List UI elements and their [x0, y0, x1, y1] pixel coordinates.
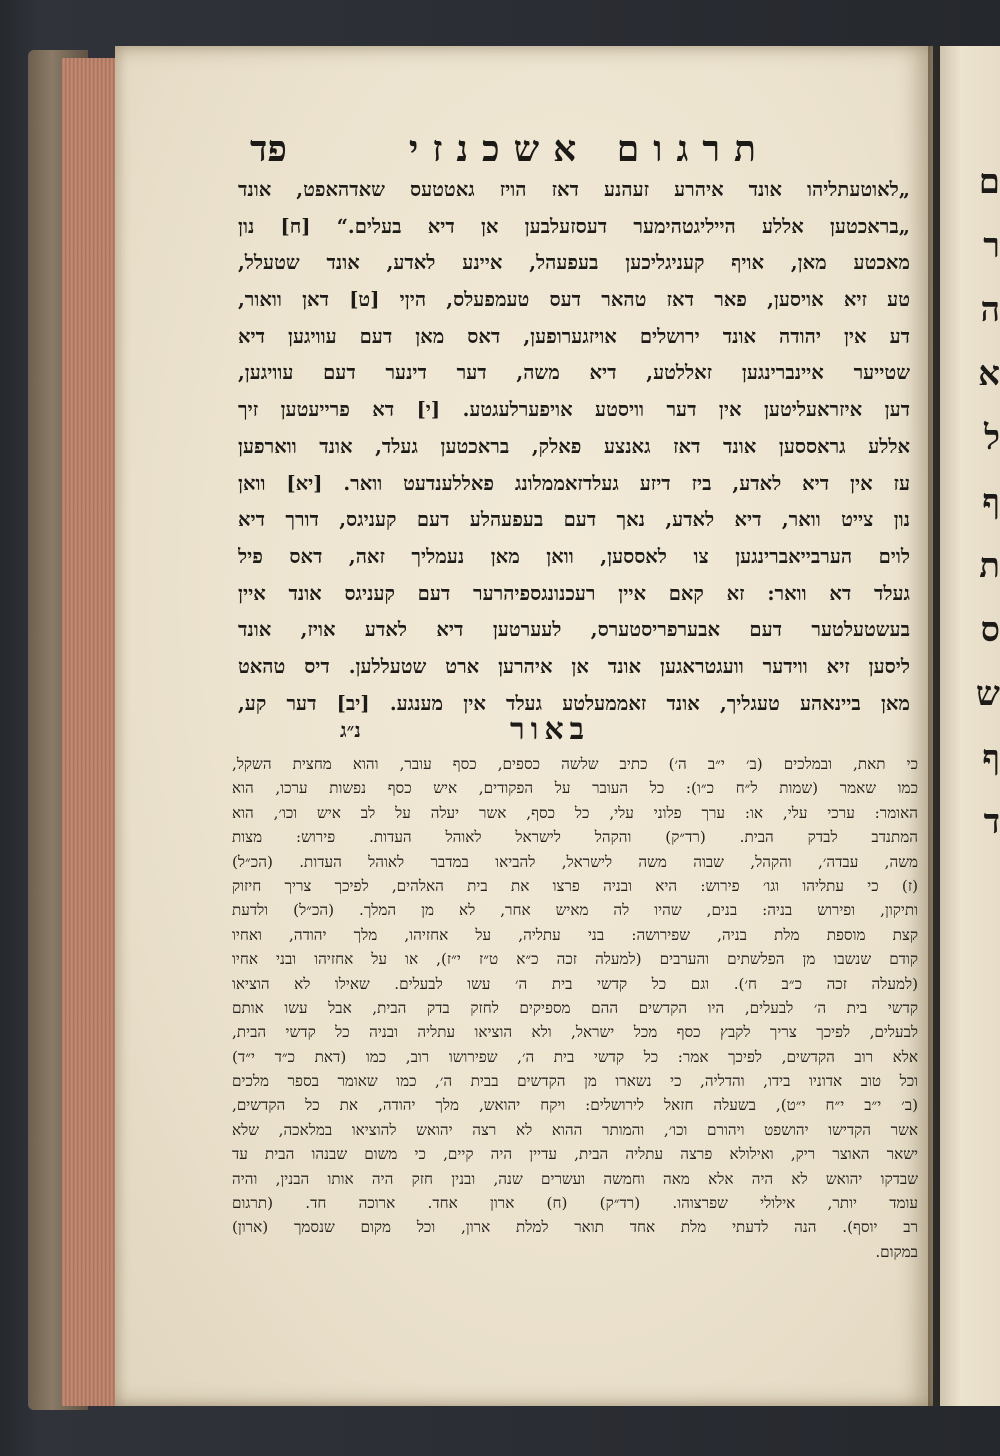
- facing-page-glyph: ס: [980, 610, 1000, 650]
- main-text-block: [238, 172, 910, 722]
- main-text-line: שטייער איינברינגען זאללטע, דיא משה, דער דינער דעם עוויגען,: [238, 361, 910, 385]
- commentary-line: (למעלה זכה כ״ב ח׳). וגם כל קדשי בית ה׳ עשו לבעלים. שאילו לא הוציאו: [232, 974, 918, 993]
- commentary-line: האומר: ערכי עלי, או: ערך פלוני עלי, כל כסף, אשר יעלה על לב איש וכו׳, הוא: [232, 803, 918, 822]
- commentary-title: באור: [510, 712, 591, 747]
- main-text-line: עז אין דיא לאדע, ביז דיזע געלדזאממלונג פאללענדעט וואר. [יא] וואן: [238, 471, 910, 495]
- commentary-line: שבדקו יהואש לא היה אלא מאה וחמשה ועשרים שנה, ובנין חזק היה אותו הבנין, והיה: [232, 1169, 918, 1188]
- main-text-line: דע אין יהודה אונד ירושלים אויזגערופען, דאס מאן דעם עוויגען דיא: [238, 324, 910, 348]
- commentary-line: קצת מוספת מלת בניה, שפירושה: בני עתליה, על אחזיהו, מלך יהודה, ואחיו: [232, 925, 918, 944]
- commentary-block: [232, 752, 918, 1264]
- facing-page-glyph: ש: [975, 674, 1000, 714]
- commentary-line: רב יוסף). הנה לדעתי מלת אחד תואר למלת ארון, וכל מקום שנסמך (ארון): [232, 1218, 918, 1237]
- facing-page-glyph: ה: [980, 290, 1000, 330]
- main-text-line: אללע גראססען אונד דאז גאנצע פאלק, בראכטען געלד, אונד ווארפען: [238, 434, 910, 458]
- commentary-line: קודם שנשבו מן הפלשתים והערבים (למעלה זכה כ״א ט״ז י״ז), או על אחזיהו ובני אחיו: [232, 950, 918, 969]
- facing-page-glyph: ר: [983, 226, 1000, 266]
- commentary-line: כי תאת, ובמלכים (ב׳ י״ב ה׳) כתיב שלשה כספים, כסף עובר, והוא מחצית השקל,: [232, 755, 918, 773]
- commentary-line: אשר הקדישו יהושפט ויהורם וכו׳, והמותר ההוא לא רצה יהואש להוציאו במלאכה, שלא: [232, 1120, 918, 1139]
- commentary-line: קדשי בית ה׳ לבעלים, היו הקדשים ההם מספיקים לחזק בדק הבית, אבל עשו אותם: [232, 998, 918, 1017]
- commentary-line: ישאר האוצר ריק, ואילולא פרצה עתליה הבית, עדיין היה קיים, כי משום שבנהו הבית עד: [232, 1145, 918, 1164]
- page-number: פד: [250, 128, 287, 170]
- facing-page-glyph: א: [978, 354, 1000, 394]
- signature-mark: נ״ג: [340, 718, 361, 742]
- main-text-line: „לאוטעתליהו אונד איהרע זעהנע דאז הויז גאטטעס שאדהאפט, אונד: [238, 178, 910, 201]
- commentary-line: (ב׳ י״ב י״ח י״ט), בשעלה חזאל לירושלים: ויקח יהואש, מלך יהודה, את כל הקדשים,: [232, 1096, 918, 1115]
- facing-page-glyph: ף: [982, 482, 1000, 522]
- commentary-line: ותיקון, ופירוש בניה: בנים, שהיו לה מאיש אחר, לא מן המלך. (הכ״ל) ולדעת: [232, 901, 918, 920]
- commentary-line: וכל טוב אדוניו בידו, והדליה, כי נשארו מן הקדשים בבית ה׳, כמו שאומר בספר מלכים: [232, 1072, 918, 1091]
- running-title: תרגום אשכנזי: [408, 128, 770, 170]
- main-text-line: לוים הערבייאברינגען צו לאססען, וואן מאן נעמליך זאה, דאס פיל: [238, 544, 910, 568]
- running-head: [250, 128, 770, 178]
- main-text-line: „בראכטען אללע הייליגטהימער דעסזעלבען אן דיא בעלים.“ [ח] נון: [238, 214, 910, 238]
- page-edges: [62, 58, 122, 1406]
- commentary-line: אלא רוב הקדשים, לפיכך אמר: כל קדשי בית ה׳, שפירושו רוב, כמו (דאת כ״ד י״ד): [232, 1047, 918, 1066]
- facing-page-glyph: ם: [978, 162, 1000, 202]
- main-text-line: מאכטע מאן, אויף קעניגליכען בעפעהל, איינע לאדע, אונד שטעלל,: [238, 251, 910, 275]
- facing-page-text: [955, 150, 1000, 854]
- facing-page-glyph: ת: [979, 546, 1000, 586]
- commentary-line: כמו שאמר (שמות ל״ח כ״ו): כל העובר על הפקודים, איש כסף נפשות ערכו, הוא: [232, 779, 918, 798]
- main-text-line: בעשטעלטער דעם אבערפריסטערס, לעערטען דיא לאדע אויז, אונד: [238, 618, 910, 642]
- main-text-line: ליסען זיא ווידער וועגטראגען אונד אן איהרען ארט שטעללען. דיס טהאט: [238, 654, 910, 678]
- main-text-line: געלד דא וואר: זא קאם איין רעכנונגספיהרער דעם קעניגס אונד איין: [238, 581, 910, 605]
- commentary-line: (ז) כי עתליהו וגו׳ פירוש: היא ובניה פרצו את בית האלהים, לפיכך צריך חיזוק: [232, 876, 918, 895]
- commentary-line: עומד יותר, אילולי שפרצוהו. (רד״ק) (ח) ארון אחד. ארוכה חד. (תרגום: [232, 1194, 918, 1213]
- main-text-line: נון צייט וואר, דיא לאדע, נאך דעם בעפעהלע דעם קעניגס, דורך דיא: [238, 508, 910, 532]
- facing-page-glyph: ף: [982, 738, 1000, 778]
- facing-page-glyph: ל: [984, 418, 1000, 458]
- commentary-line: המתנדב לבדק הבית. (רד״ק) והקהל לישראל לאוהל העדות. פירוש: מצות: [232, 828, 918, 847]
- main-text-line: מאן ביינאהע טעגליך, אונד זאממעלטע געלד אין מענגע. [יב] דער קע,: [238, 691, 910, 715]
- main-text-line: דען איזראעליטען אין דער וויסטע אויפערלעגטע. [י] דא פרייעטען זיך: [238, 398, 910, 422]
- facing-page-glyph: ד: [983, 802, 1000, 842]
- commentary-line: משה, עבדה׳, והקהל, שבוה משה לישראל, להביאו במדבר לאוהל העדות. (הכ״ל): [232, 852, 918, 871]
- commentary-line: לבעלים, לפיכך צריך לקבץ כסף מכל ישראל, ולא הוציאו עתליה ובניה כל קדשי הבית,: [232, 1023, 918, 1042]
- main-text-line: טע זיא אויסען, פאר דאז טהאר דעס טעמפעלס, היןי [ט] דאן וואור,: [238, 288, 910, 312]
- commentary-heading: [300, 712, 880, 752]
- commentary-line: במקום.: [875, 1242, 918, 1261]
